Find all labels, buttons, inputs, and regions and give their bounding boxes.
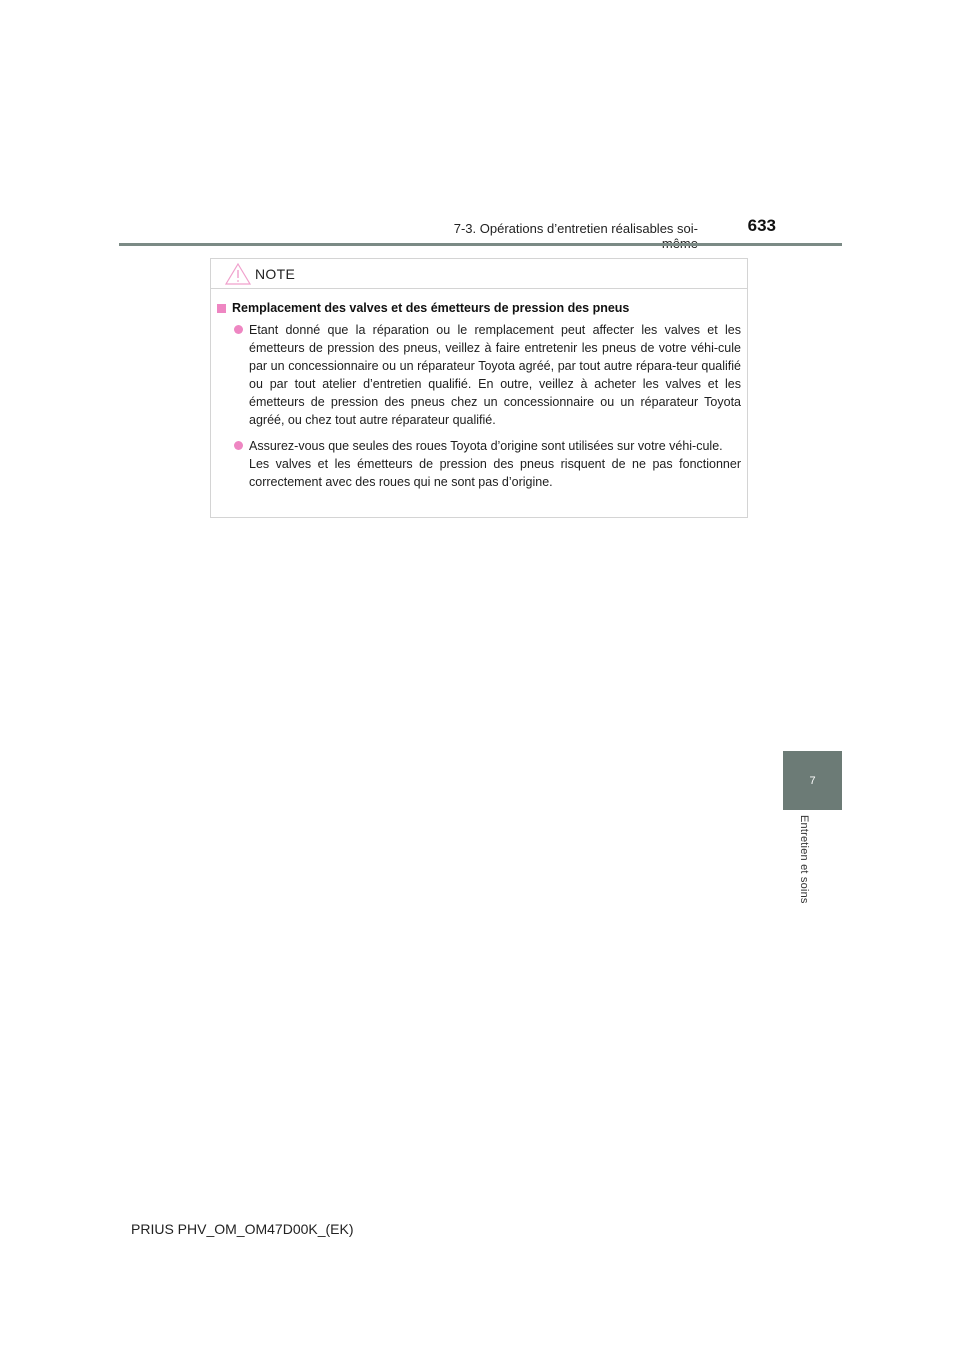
paragraph: Etant donné que la réparation ou le remplacement peut affecter les valves et les émetteurs de pression des pneus, veillez à faire entretenir les pneus de votre véhi-cule par un concessionnaire ou un réparateur Toyota agréé, par tout autre répara-teur qualifié ou par tout atelier d’entretien qualifié. En outre, veillez à acheter les valves et les émetteurs de pression des pneus chez un concessionnaire ou un réparateur Toyota agréé, ou chez tout autre réparateur qualifié. [249,323,741,427]
warning-icon [225,263,251,285]
chapter-number: 7 [809,774,816,787]
paragraph: Les valves et les émetteurs de pression des pneus risquent de ne pas fonctionner correctement avec des roues qui ne sont pas d’origine. [249,457,741,489]
note-box [210,258,748,518]
chapter-tab [783,751,842,810]
subheading-text: Remplacement des valves et des émetteurs de pression des pneus [232,301,630,315]
paragraph: Assurez-vous que seules des roues Toyota d’origine sont utilisées sur votre véhi-cule. [249,439,723,453]
list-item-text [249,437,741,491]
note-title: NOTE [255,265,296,282]
document-code: PRIUS PHV_OM_OM47D00K_(EK) [131,1221,354,1237]
list-item-text [249,321,741,429]
square-bullet-icon [217,304,226,313]
list-item [217,437,741,491]
circle-bullet-icon [234,325,243,334]
chapter-label: Entretien et soins [798,815,810,904]
section-title: 7-3. Opérations d’entretien réalisables soi- [453,221,698,236]
list-item [217,321,741,429]
note-subheading [217,301,741,315]
note-header [211,259,747,289]
page-number: 633 [747,216,776,235]
note-body [211,289,747,491]
circle-bullet-icon [234,441,243,450]
header-divider [119,243,842,246]
